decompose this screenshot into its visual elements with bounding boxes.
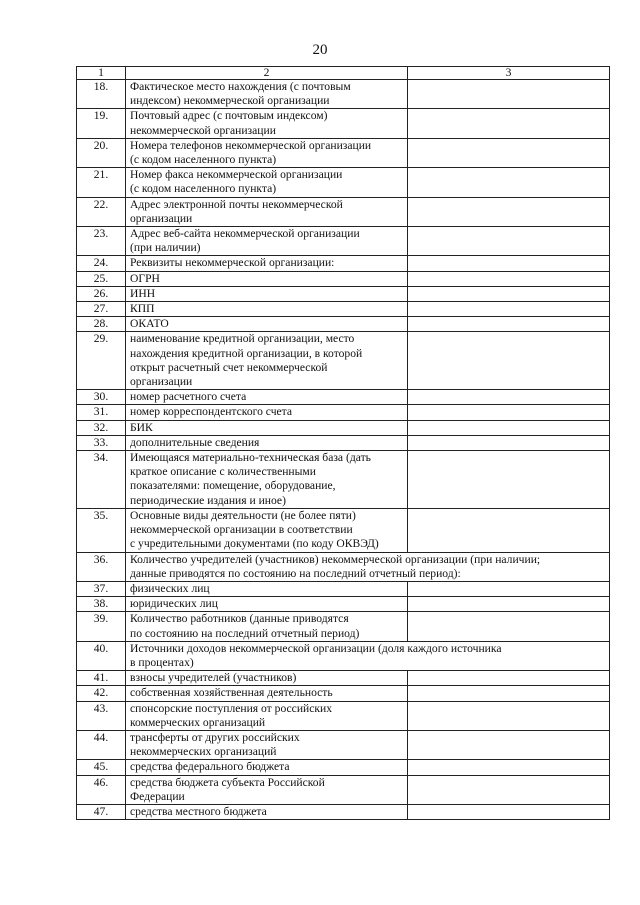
row-label: юридических лиц bbox=[126, 597, 408, 612]
row-value-cell[interactable] bbox=[408, 317, 610, 332]
table-row bbox=[77, 730, 610, 759]
table-row bbox=[77, 612, 610, 641]
table-row bbox=[77, 597, 610, 612]
row-value-cell[interactable] bbox=[408, 227, 610, 256]
row-label: Адрес электронной почты некоммерческой организации bbox=[126, 197, 408, 226]
column-header-3: 3 bbox=[408, 67, 610, 80]
row-label: Реквизиты некоммерческой организации: bbox=[126, 256, 408, 271]
section-heading: Источники доходов некоммерческой организации (доля каждого источника в процентах) bbox=[126, 641, 610, 670]
row-value-cell[interactable] bbox=[408, 286, 610, 301]
row-label: средства бюджета субъекта Российской Федерации bbox=[126, 775, 408, 804]
row-number: 25. bbox=[77, 271, 126, 286]
row-label: спонсорские поступления от российских коммерческих организаций bbox=[126, 701, 408, 730]
table-row bbox=[77, 197, 610, 226]
row-value-cell[interactable] bbox=[408, 760, 610, 775]
row-label: Номера телефонов некоммерческой организации (с кодом населенного пункта) bbox=[126, 138, 408, 167]
row-value-cell[interactable] bbox=[408, 256, 610, 271]
row-value-cell[interactable] bbox=[408, 197, 610, 226]
row-number: 21. bbox=[77, 168, 126, 197]
row-label: Адрес веб-сайта некоммерческой организации (при наличии) bbox=[126, 227, 408, 256]
table-row bbox=[77, 671, 610, 686]
row-label: Имеющаяся материально-техническая база (дать краткое описание с количественными показателями: помещение, оборудование, периодические издания и иное) bbox=[126, 451, 408, 509]
row-value-cell[interactable] bbox=[408, 302, 610, 317]
row-value-cell[interactable] bbox=[408, 686, 610, 701]
row-number: 38. bbox=[77, 597, 126, 612]
table-row bbox=[77, 80, 610, 109]
row-value-cell[interactable] bbox=[408, 701, 610, 730]
row-label: БИК bbox=[126, 420, 408, 435]
row-label: номер расчетного счета bbox=[126, 390, 408, 405]
table-row bbox=[77, 451, 610, 509]
row-number: 19. bbox=[77, 109, 126, 138]
row-value-cell[interactable] bbox=[408, 451, 610, 509]
row-number: 42. bbox=[77, 686, 126, 701]
table-row bbox=[77, 420, 610, 435]
row-number: 28. bbox=[77, 317, 126, 332]
row-label: ИНН bbox=[126, 286, 408, 301]
row-number: 23. bbox=[77, 227, 126, 256]
table-row bbox=[77, 775, 610, 804]
table-row bbox=[77, 302, 610, 317]
row-number: 46. bbox=[77, 775, 126, 804]
table-row bbox=[77, 686, 610, 701]
row-value-cell[interactable] bbox=[408, 138, 610, 167]
row-number: 44. bbox=[77, 730, 126, 759]
table-row bbox=[77, 552, 610, 581]
row-number: 43. bbox=[77, 701, 126, 730]
row-label: дополнительные сведения bbox=[126, 435, 408, 450]
table-row bbox=[77, 138, 610, 167]
row-value-cell[interactable] bbox=[408, 405, 610, 420]
row-value-cell[interactable] bbox=[408, 332, 610, 390]
table-row bbox=[77, 405, 610, 420]
table-row bbox=[77, 760, 610, 775]
row-label: ОГРН bbox=[126, 271, 408, 286]
row-number: 41. bbox=[77, 671, 126, 686]
row-label: средства федерального бюджета bbox=[126, 760, 408, 775]
row-label: средства местного бюджета bbox=[126, 804, 408, 819]
row-value-cell[interactable] bbox=[408, 271, 610, 286]
row-value-cell[interactable] bbox=[408, 730, 610, 759]
table-body bbox=[77, 80, 610, 820]
row-label: Основные виды деятельности (не более пяти) некоммерческой организации в соответствии с учредительными документами (по коду ОКВЭД) bbox=[126, 508, 408, 552]
row-label: трансферты от других российских некоммерческих организаций bbox=[126, 730, 408, 759]
row-number: 34. bbox=[77, 451, 126, 509]
row-label: КПП bbox=[126, 302, 408, 317]
table-row bbox=[77, 701, 610, 730]
row-value-cell[interactable] bbox=[408, 597, 610, 612]
column-header-2: 2 bbox=[126, 67, 408, 80]
row-number: 30. bbox=[77, 390, 126, 405]
row-value-cell[interactable] bbox=[408, 109, 610, 138]
row-label: Фактическое место нахождения (с почтовым индексом) некоммерческой организации bbox=[126, 80, 408, 109]
row-number: 32. bbox=[77, 420, 126, 435]
row-value-cell[interactable] bbox=[408, 804, 610, 819]
table-row bbox=[77, 271, 610, 286]
row-number: 24. bbox=[77, 256, 126, 271]
table-row bbox=[77, 435, 610, 450]
row-label: Количество работников (данные приводятся по состоянию на последний отчетный период) bbox=[126, 612, 408, 641]
page-number: 20 bbox=[312, 42, 328, 58]
table-row bbox=[77, 286, 610, 301]
table-row bbox=[77, 641, 610, 670]
row-number: 39. bbox=[77, 612, 126, 641]
row-value-cell[interactable] bbox=[408, 508, 610, 552]
row-number: 33. bbox=[77, 435, 126, 450]
row-number: 20. bbox=[77, 138, 126, 167]
row-value-cell[interactable] bbox=[408, 435, 610, 450]
row-label: Почтовый адрес (с почтовым индексом) некоммерческой организации bbox=[126, 109, 408, 138]
row-value-cell[interactable] bbox=[408, 581, 610, 596]
row-number: 18. bbox=[77, 80, 126, 109]
header-row bbox=[77, 67, 610, 80]
row-label: Номер факса некоммерческой организации (с кодом населенного пункта) bbox=[126, 168, 408, 197]
row-value-cell[interactable] bbox=[408, 390, 610, 405]
row-number: 22. bbox=[77, 197, 126, 226]
row-number: 45. bbox=[77, 760, 126, 775]
row-number: 37. bbox=[77, 581, 126, 596]
row-value-cell[interactable] bbox=[408, 80, 610, 109]
row-label: номер корреспондентского счета bbox=[126, 405, 408, 420]
table-row bbox=[77, 227, 610, 256]
row-label: ОКАТО bbox=[126, 317, 408, 332]
row-number: 35. bbox=[77, 508, 126, 552]
table-row bbox=[77, 256, 610, 271]
form-table bbox=[76, 66, 610, 820]
row-number: 31. bbox=[77, 405, 126, 420]
row-label: собственная хозяйственная деятельность bbox=[126, 686, 408, 701]
row-number: 29. bbox=[77, 332, 126, 390]
row-label: физических лиц bbox=[126, 581, 408, 596]
column-header-1: 1 bbox=[77, 67, 126, 80]
table-row bbox=[77, 332, 610, 390]
table-row bbox=[77, 168, 610, 197]
row-number: 40. bbox=[77, 641, 126, 670]
row-value-cell[interactable] bbox=[408, 612, 610, 641]
table-row bbox=[77, 390, 610, 405]
row-label: наименование кредитной организации, место нахождения кредитной организации, в которой открыт расчетный счет некоммерческой организации bbox=[126, 332, 408, 390]
table-row bbox=[77, 804, 610, 819]
table-row bbox=[77, 109, 610, 138]
row-number: 47. bbox=[77, 804, 126, 819]
table-row bbox=[77, 581, 610, 596]
row-value-cell[interactable] bbox=[408, 168, 610, 197]
row-value-cell[interactable] bbox=[408, 420, 610, 435]
section-heading: Количество учредителей (участников) некоммерческой организации (при наличии; данные приводятся по состоянию на последний отчетный период): bbox=[126, 552, 610, 581]
row-number: 27. bbox=[77, 302, 126, 317]
table-row bbox=[77, 508, 610, 552]
row-number: 26. bbox=[77, 286, 126, 301]
table-row bbox=[77, 317, 610, 332]
row-value-cell[interactable] bbox=[408, 671, 610, 686]
row-label: взносы учредителей (участников) bbox=[126, 671, 408, 686]
row-number: 36. bbox=[77, 552, 126, 581]
row-value-cell[interactable] bbox=[408, 775, 610, 804]
